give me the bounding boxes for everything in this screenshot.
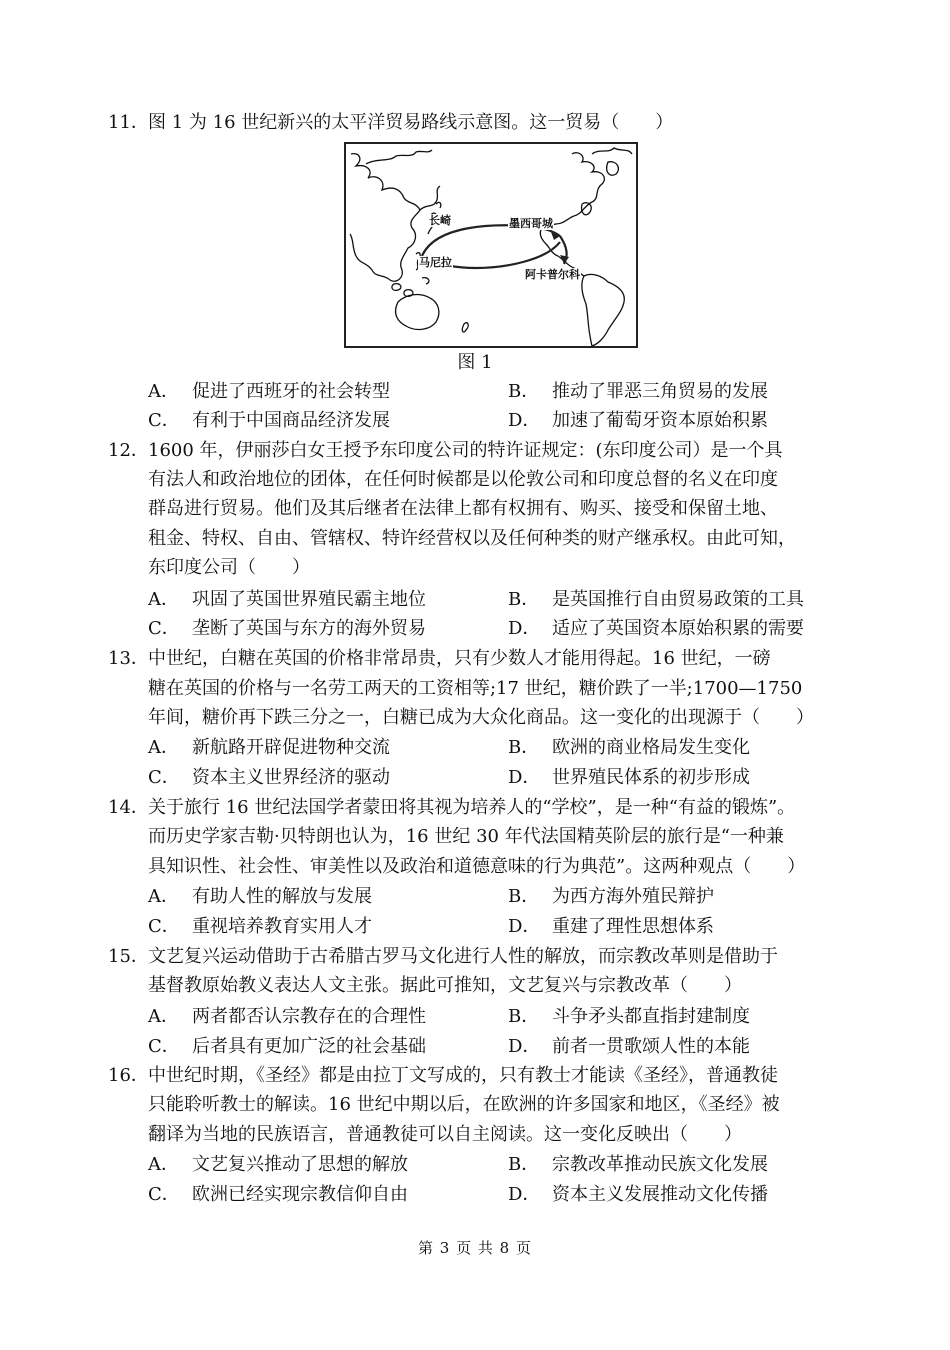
question-text-line: 租金、特权、自由、管辖权、特许经营权以及任何种类的财产继承权。由此可知，: [148, 528, 796, 549]
option-c[interactable]: [148, 618, 426, 640]
question-text-line: 基督教原始教义表达人文主张。据此可推知，文艺复兴与宗教改革（ ）: [148, 975, 742, 996]
option-letter: C．: [148, 1036, 180, 1057]
option-text: 垄断了英国与东方的海外贸易: [192, 618, 426, 639]
question-text-line: 关于旅行 16 世纪法国学者蒙田将其视为培养人的“学校”，是一种“有益的锻炼”。: [148, 797, 796, 818]
option-text: 是英国推行自由贸易政策的工具: [552, 589, 804, 610]
option-letter: B．: [508, 886, 540, 907]
option-a[interactable]: [148, 737, 390, 759]
option-a[interactable]: [148, 886, 372, 908]
option-text: 加速了葡萄牙资本原始积累: [552, 410, 768, 431]
question-text-line: 有法人和政治地位的团体，在任何时候都是以伦敦公司和印度总督的名义在印度: [148, 469, 778, 490]
option-letter: D．: [508, 916, 541, 937]
option-c[interactable]: [148, 767, 390, 789]
option-letter: D．: [508, 767, 541, 788]
option-text: 斗争矛头都直指封建制度: [552, 1006, 750, 1027]
option-text: 前者一贯歌颂人性的本能: [552, 1036, 750, 1057]
option-text: 新航路开辟促进物种交流: [192, 737, 390, 758]
question-text-line: 东印度公司（ ）: [148, 557, 310, 578]
option-a[interactable]: [148, 589, 426, 611]
option-letter: B．: [508, 737, 540, 758]
option-letter: C．: [148, 767, 180, 788]
option-b[interactable]: [508, 381, 768, 403]
option-text: 重视培养教育实用人才: [192, 916, 372, 937]
option-text: 为西方海外殖民辩护: [552, 886, 714, 907]
question-text-line: 1600 年，伊丽莎白女王授予东印度公司的特许证规定：(东印度公司）是一个具: [148, 440, 783, 461]
option-text: 两者都否认宗教存在的合理性: [192, 1006, 426, 1027]
map-label-acapulco: 阿卡普尔科: [525, 268, 580, 281]
pacific-trade-route-map: [344, 142, 638, 348]
option-text: 推动了罪恶三角贸易的发展: [552, 381, 768, 402]
option-letter: D．: [508, 410, 541, 431]
option-text: 促进了西班牙的社会转型: [192, 381, 390, 402]
option-b[interactable]: [508, 1154, 768, 1176]
option-letter: D．: [508, 1036, 541, 1057]
option-letter: B．: [508, 1154, 540, 1175]
option-text: 有利于中国商品经济发展: [192, 410, 390, 431]
option-b[interactable]: [508, 1006, 750, 1028]
option-letter: A．: [148, 1006, 179, 1027]
option-letter: C．: [148, 1184, 180, 1205]
option-text: 欧洲已经实现宗教信仰自由: [192, 1184, 408, 1205]
option-d[interactable]: [508, 1036, 750, 1058]
option-b[interactable]: [508, 737, 750, 759]
figure-caption: 图 1: [457, 352, 493, 373]
option-letter: A．: [148, 1154, 179, 1175]
question-text-line: 糖在英国的价格与一名劳工两天的工资相等;17 世纪，糖价跌了一半;1700—1750: [148, 678, 803, 699]
option-d[interactable]: [508, 1184, 768, 1206]
question-number: 12．: [108, 440, 149, 461]
option-a[interactable]: [148, 1006, 426, 1028]
question-number: 16．: [108, 1065, 149, 1086]
option-letter: A．: [148, 589, 179, 610]
option-text: 资本主义世界经济的驱动: [192, 767, 390, 788]
question-number: 14．: [108, 797, 149, 818]
option-c[interactable]: [148, 916, 372, 938]
option-d[interactable]: [508, 767, 750, 789]
option-letter: B．: [508, 1006, 540, 1027]
option-text: 有助人性的解放与发展: [192, 886, 372, 907]
option-letter: A．: [148, 381, 179, 402]
map-label-nagasaki: 长崎: [429, 214, 451, 227]
option-text: 巩固了英国世界殖民霸主地位: [192, 589, 426, 610]
option-d[interactable]: [508, 916, 714, 938]
question-text-line: 翻译为当地的民族语言，普通教徒可以自主阅读。这一变化反映出（ ）: [148, 1124, 742, 1145]
option-c[interactable]: [148, 410, 390, 432]
question-number: 11．: [108, 112, 149, 133]
question-text-line: 具知识性、社会性、审美性以及政治和道德意味的行为典范”。这两种观点（ ）: [148, 856, 806, 877]
option-letter: C．: [148, 618, 180, 639]
option-d[interactable]: [508, 618, 804, 640]
option-c[interactable]: [148, 1036, 426, 1058]
map-label-mexico-city: 墨西哥城: [509, 217, 553, 230]
question-text-line: 文艺复兴运动借助于古希腊古罗马文化进行人性的解放，而宗教改革则是借助于: [148, 946, 778, 967]
question-text-line: 而历史学家吉勒·贝特朗也认为，16 世纪 30 年代法国精英阶层的旅行是“一种兼: [148, 826, 784, 847]
question-number: 13．: [108, 648, 149, 669]
option-letter: A．: [148, 737, 179, 758]
option-text: 世界殖民体系的初步形成: [552, 767, 750, 788]
option-a[interactable]: [148, 1154, 408, 1176]
option-letter: A．: [148, 886, 179, 907]
page-footer: 第 3 页 共 8 页: [418, 1239, 532, 1257]
option-letter: D．: [508, 1184, 541, 1205]
question-text-line: 中世纪，白糖在英国的价格非常昂贵，只有少数人才能用得起。16 世纪，一磅: [148, 648, 771, 669]
option-letter: C．: [148, 916, 180, 937]
option-a[interactable]: [148, 381, 390, 403]
option-c[interactable]: [148, 1184, 408, 1206]
option-letter: C．: [148, 410, 180, 431]
question-number: 15．: [108, 946, 149, 967]
option-text: 重建了理性思想体系: [552, 916, 714, 937]
option-text: 文艺复兴推动了思想的解放: [192, 1154, 408, 1175]
option-text: 宗教改革推动民族文化发展: [552, 1154, 768, 1175]
option-text: 资本主义发展推动文化传播: [552, 1184, 768, 1205]
question-text-line: 年间，糖价再下跌三分之一，白糖已成为大众化商品。这一变化的出现源于（ ）: [148, 707, 814, 728]
question-text-line: 中世纪时期，《圣经》都是由拉丁文写成的，只有教士才能读《圣经》，普通教徒: [148, 1065, 778, 1086]
option-b[interactable]: [508, 589, 804, 611]
question-text-line: 只能聆听教士的解读。16 世纪中期以后，在欧洲的许多国家和地区，《圣经》被: [148, 1094, 780, 1115]
option-text: 适应了英国资本原始积累的需要: [552, 618, 804, 639]
world-map-figure: [346, 144, 636, 346]
option-letter: D．: [508, 618, 541, 639]
option-letter: B．: [508, 589, 540, 610]
question-text-line: 群岛进行贸易。他们及其后继者在法律上都有权拥有、购买、接受和保留土地、: [148, 498, 778, 519]
option-letter: B．: [508, 381, 540, 402]
option-text: 欧洲的商业格局发生变化: [552, 737, 750, 758]
option-d[interactable]: [508, 410, 768, 432]
map-label-manila: 马尼拉: [419, 256, 452, 269]
option-b[interactable]: [508, 886, 714, 908]
option-text: 后者具有更加广泛的社会基础: [192, 1036, 426, 1057]
question-text-line: 图 1 为 16 世纪新兴的太平洋贸易路线示意图。这一贸易（ ）: [148, 112, 674, 133]
